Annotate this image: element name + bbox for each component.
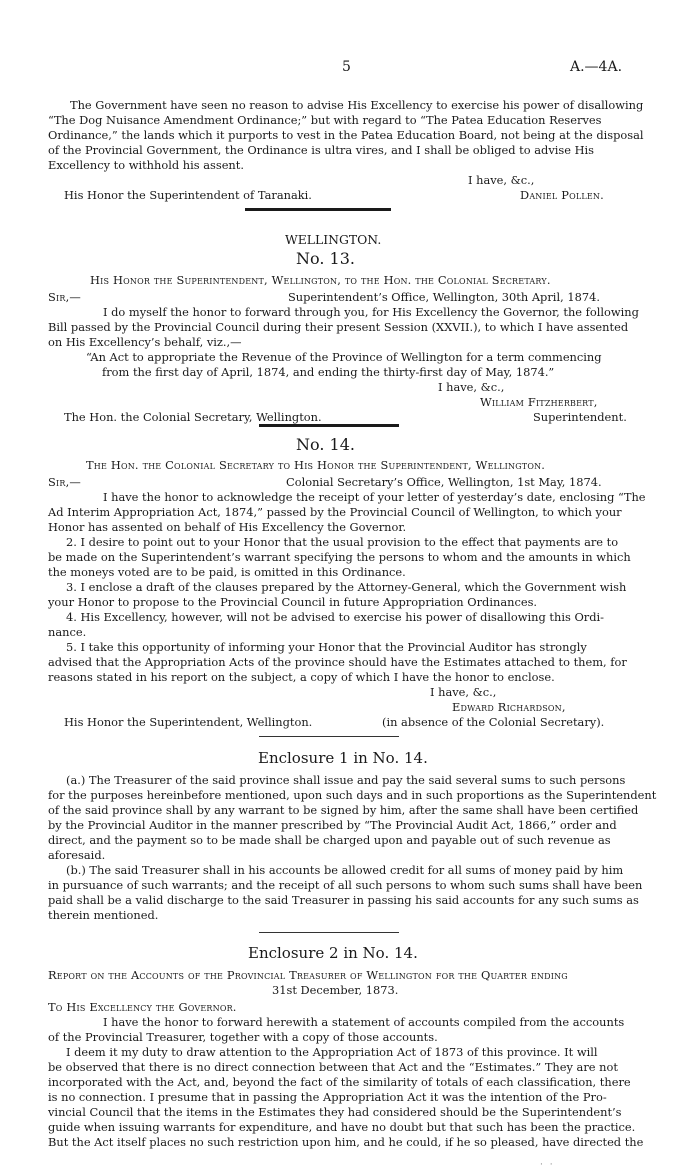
report-line: I deem it my duty to draw attention to the Appropriation Act of 1873 of this province. It will xyxy=(66,1045,598,1059)
body-line: Honor has assented on behalf of His Excellency the Governor. xyxy=(48,520,407,534)
document-reference: A.—4A. xyxy=(570,59,623,75)
section-rule xyxy=(259,424,399,427)
absence-note: (in absence of the Colonial Secretary). xyxy=(382,715,605,729)
report-line: of the Provincial Treasurer, together with a copy of those accounts. xyxy=(48,1030,438,1044)
report-line: incorporated with the Act, and, beyond the fact of the similarity of totals of each classification, there xyxy=(48,1075,631,1089)
enclosure-heading: Enclosure 2 in No. 14. xyxy=(248,944,418,962)
report-line: is no connection. I presume that in passing the Appropriation Act it was the intention of the Pro- xyxy=(48,1090,607,1104)
closing: I have, &c., xyxy=(438,380,505,394)
report-line: be observed that there is no direct connection between that Act and the “Estimates.” They are not xyxy=(48,1060,618,1074)
letter-number: No. 14. xyxy=(296,435,355,454)
salutation: Sir,— xyxy=(48,290,81,304)
report-date: 31st December, 1873. xyxy=(272,983,399,997)
scan-speckle: · · xyxy=(540,1160,555,1170)
report-line: guide when issuing warrants for expenditure, and have no doubt but that such has been the practice. xyxy=(48,1120,636,1134)
letter-number: No. 13. xyxy=(296,249,355,268)
addressee: His Honor the Superintendent of Taranaki. xyxy=(64,188,312,202)
body-line: 5. I take this opportunity of informing your Honor that the Provincial Auditor has strongly xyxy=(66,640,587,654)
body-line: the moneys voted are to be paid, is omitted in this Ordinance. xyxy=(48,565,406,579)
report-title: Report on the Accounts of the Provincial Treasurer of Wellington for the Quarter ending xyxy=(48,968,568,982)
signature: Daniel Pollen. xyxy=(520,188,604,202)
report-line: vincial Council that the items in the Estimates they had considered should be the Superintendent’s xyxy=(48,1105,622,1119)
closing: I have, &c., xyxy=(430,685,497,699)
closing: I have, &c., xyxy=(468,173,535,187)
enclosure-line: therein mentioned. xyxy=(48,908,159,922)
body-line: be made on the Superintendent’s warrant specifying the persons to whom and the amounts in which xyxy=(48,550,631,564)
p1-line: The Government have seen no reason to advise His Excellency to exercise his power of disallowing xyxy=(70,98,644,112)
enclosure-line: (a.) The Treasurer of the said province shall issue and pay the said several sums to such persons xyxy=(66,773,626,787)
body-line: Ad Interim Appropriation Act, 1874,” passed by the Provincial Council of Wellington, to which your xyxy=(48,505,622,519)
p1-line: Excellency to withhold his assent. xyxy=(48,158,244,172)
p1-line: “The Dog Nuisance Amendment Ordinance;” but with regard to “The Patea Education Reserves xyxy=(48,113,602,127)
enclosure-line: for the purposes hereinbefore mentioned, upon such days and in such proportions as the Superintendent xyxy=(48,788,657,802)
quoted-act: from the first day of April, 1874, and ending the thirty-first day of May, 1874.” xyxy=(102,365,555,379)
signature: Edward Richardson, xyxy=(452,700,566,714)
section-rule xyxy=(245,208,391,211)
body-line: advised that the Appropriation Acts of the province should have the Estimates attached to them, for xyxy=(48,655,627,669)
enclosure-line: aforesaid. xyxy=(48,848,106,862)
enclosure-line: (b.) The said Treasurer shall in his accounts be allowed credit for all sums of money paid by him xyxy=(66,863,624,877)
p1-line: of the Provincial Government, the Ordinance is ultra vires, and I shall be obliged to advise His xyxy=(48,143,595,157)
enclosure-line: of the said province shall by any warrant to be signed by him, after the same shall have been certified xyxy=(48,803,639,817)
report-addressee: To His Excellency the Governor. xyxy=(48,1000,237,1014)
enclosure-line: by the Provincial Auditor in the manner prescribed by “The Provincial Audit Act, 1866,” order and xyxy=(48,818,617,832)
letter-heading: His Honor the Superintendent, Wellington, to the Hon. the Colonial Secretary. xyxy=(90,273,551,287)
quoted-act: “An Act to appropriate the Revenue of the Province of Wellington for a term commencing xyxy=(86,350,602,364)
place-heading: WELLINGTON. xyxy=(285,232,382,247)
enclosure-line: paid shall be a valid discharge to the said Treasurer in passing his said accounts for any such sums as xyxy=(48,893,639,907)
body-line: 4. His Excellency, however, will not be advised to exercise his power of disallowing this Ordi- xyxy=(66,610,605,624)
signature: William Fitzherbert, xyxy=(480,395,598,409)
report-line: I have the honor to forward herewith a statement of accounts compiled from the accounts xyxy=(103,1015,625,1029)
body-line: your Honor to propose to the Provincial Council in future Appropriation Ordinances. xyxy=(48,595,538,609)
addressee: His Honor the Superintendent, Wellington. xyxy=(64,715,313,729)
salutation: Sir,— xyxy=(48,475,81,489)
letter-heading: The Hon. the Colonial Secretary to His Honor the Superintendent, Wellington. xyxy=(86,458,546,472)
p1-line: Ordinance,” the lands which it purports to vest in the Patea Education Board, not being at the disposal xyxy=(48,128,644,142)
body-line: 3. I enclose a draft of the clauses prepared by the Attorney-General, which the Government wish xyxy=(66,580,627,594)
body-line: reasons stated in his report on the subject, a copy of which I have the honor to enclose. xyxy=(48,670,555,684)
section-rule xyxy=(259,932,399,933)
enclosure-line: in pursuance of such warrants; and the receipt of all such persons to whom such sums shall have been xyxy=(48,878,643,892)
section-rule xyxy=(259,736,399,737)
body-line: I do myself the honor to forward through you, for His Excellency the Governor, the following xyxy=(103,305,639,319)
body-line: I have the honor to acknowledge the receipt of your letter of yesterday’s date, enclosing “The xyxy=(103,490,646,504)
body-line: 2. I desire to point out to your Honor that the usual provision to the effect that payments are to xyxy=(66,535,619,549)
body-line: on His Excellency’s behalf, viz.,— xyxy=(48,335,242,349)
body-line: nance. xyxy=(48,625,87,639)
letter-address: Superintendent’s Office, Wellington, 30th April, 1874. xyxy=(288,290,600,304)
signatory-title: Superintendent. xyxy=(533,410,627,424)
enclosure-heading: Enclosure 1 in No. 14. xyxy=(258,749,428,767)
addressee: The Hon. the Colonial Secretary, Wellington. xyxy=(64,410,322,424)
page-number: 5 xyxy=(342,59,351,75)
report-line: But the Act itself places no such restriction upon him, and he could, if he so pleased, have directed the xyxy=(48,1135,644,1149)
letter-address: Colonial Secretary’s Office, Wellington, 1st May, 1874. xyxy=(286,475,602,489)
body-line: Bill passed by the Provincial Council during their present Session (XXVII.), to which I have assented xyxy=(48,320,629,334)
enclosure-line: direct, and the payment so to be made shall be charged upon and payable out of such revenue as xyxy=(48,833,611,847)
